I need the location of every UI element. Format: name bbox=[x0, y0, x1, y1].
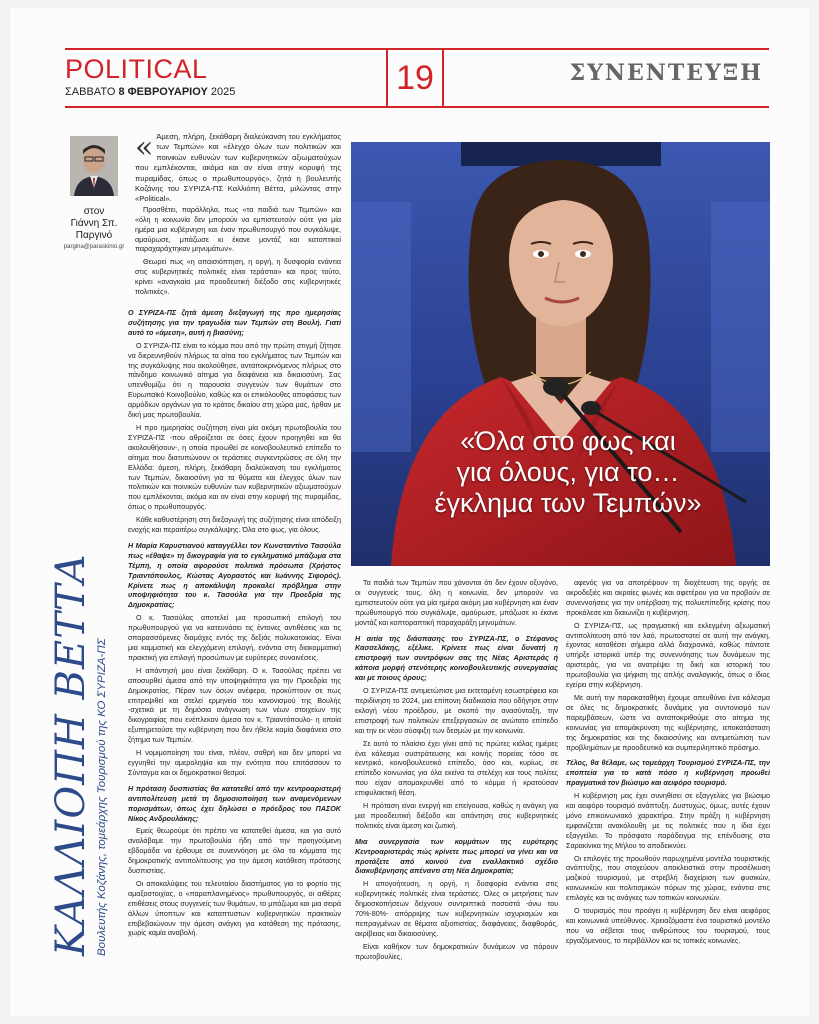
interviewee-title: Βουλευτής Κοζάνης, τομεάρχης Τουρισμού της ΚΟ ΣΥΡΙΖΑ-ΠΣ bbox=[96, 638, 108, 956]
paragraph: Σε αυτό το πλαίσιο έχει γίνει από τις πρώτες κιόλας ημέρες ένα κάλεσμα συστράτευσης και κοινής πορείας τόσο σε κεντρικό, κοινοβουλευτικό επίπεδο, όσο και, κυρίως, σε επίπεδο κοινωνίας για όλα εκείνα τα στελέχη και τους πολίτες που είχαν απομακρυνθεί από το κόμμα ή κρατούσαν επιφυλακτική θέση. bbox=[355, 738, 558, 798]
article-column-1-top bbox=[135, 132, 341, 300]
paragraph: Κάθε καθυστέρηση στη διεξαγωγή της συζήτησης είναι απόδειξη ενοχής και περαιτέρω συγκάλυψης. Όλα στο φως, για όλους. bbox=[128, 515, 341, 535]
paragraph: Ο ΣΥΡΙΖΑ-ΠΣ είναι το κόμμα που από την πρώτη στιγμή ζήτησε να διερευνηθούν πλήρως τα αίτια του εγκλήματος των Τεμπών και της συγκάλυψης που ακολούθησε, ανταποκρινόμενος πλήρως στο πάνδημο κοινωνικό αίτημα για διαφάνεια και δικαιοσύνη. Σας υπενθυμίζω ότι η παρουσία συγγενών των θυμάτων στο Ευρωπαϊκό Κοινοβούλιο, καθώς και οι επικόλουθες αποφάσεις των αρμόδιων οργάνων για το κράτος δικαίου στη χώρα μας, ήρθαν με δική μας πρωτοβουλία. bbox=[128, 340, 341, 420]
paragraph: Η απογοήτευση, η οργή, η δυσφορία ενάντια στις κυβερνητικές πολιτικές είναι τεράστιες. Όλες οι μετρήσεις των δημοσκοπήσεων δείχνουν συντριπτικά ποσοστά -άνω του 70%-80%- απόρριψης των κυβερνητικών ισχυρισμών και πεπραγμένων σε θέματα αξιοπιστίας, διαφάνειας, διαφθοράς, ακρίβειας και δικαιοσύνης. bbox=[355, 879, 558, 938]
interview-question: Τέλος, θα θέλαμε, ως τομεάρχη Τουρισμού ΣΥΡΙΖΑ-ΠΣ, την εποπτεία για το κατά πόσο η κυβέρνηση προωθεί πραγματικά τον βιώσιμο και αειφόρο τουρισμό. bbox=[566, 758, 770, 788]
paragraph: Ο ΣΥΡΙΖΑ-ΠΣ, ως πραγματική και εκλεγμένη αξιωματική αντιπολίτευση από τον λαό, πρωτοστατεί σε αυτή την ανάγκη, έχοντας καταθέσει σήμερα αλλά διαχρονικά, καθώς πάντοτε υπήρξε ιστορικά υπέρ της συνεννόησης των δυνάμεων της αριστεράς, για να ανατρέψει τη δική και ιστορική του πρωτοβουλία για ψήφιση της απλής αναλογικής, όπως ο ίδιος εγείρει στην κυβέρνηση. bbox=[566, 620, 770, 690]
date-year: 2025 bbox=[210, 86, 236, 98]
section-title: ΣΥΝΕΝΤΕΥΞΗ bbox=[569, 60, 763, 86]
article-headline bbox=[378, 426, 758, 519]
paragraph: Ο κ. Τασούλας αποτελεί μια προσωπική επιλογή του πρωθυπουργού για να κατευνάσει τις έντονες αντιθέσεις και τις σπαρασσόμενες διαμάχες εντός της δεξιάς πολυκατοικίας. Είναι μια καμματική και ελεγχόμενη επιλογή, ενάντια στη διακομματική πρακτική για επιλογή προσώπων με ευρύτερες συναινέσεις. bbox=[128, 613, 341, 662]
paragraph: Η κυβέρνηση μας έχει συνηθίσει σε εξαγγελίες για βιώσιμο και αειφόρο τουρισμό ανάπτυξη. Δυστυχώς, όμως, αυτές έχουν μόνο επικοινωνιακό χαρακτήρα. Στην πράξη η κυβέρνηση εμφανίζεται ανακόλουθη με τις πολιτικές που η ίδια έχει εξαγγείλει. Το πρόσφατο παράδειγμα της επένδυσης στα Σαρακίνικα της Μήλου το αποδεικνύει. bbox=[566, 791, 770, 850]
author-byline bbox=[62, 206, 126, 242]
date-day: ΣΑΒΒΑΤΟ bbox=[65, 86, 116, 98]
paragraph: Οι αποκαλύψεις του τελευταίου διαστήματος για το φορτίο της αμαξοστοιχίας, ο «παραπλανημένος» πρωθυπουργός, οι αιθέρες επιθέσεις στους συγγενείς των θυμάτων, το μπάζωμα και μια σειρά άλλων ύποπτων και καταπτυστων κυβερνητικών πρακτικών επιβεβαιώνουν την άμεση ανάγκη για κατάθεση της πρότασης, χωρίς καμία αναβολή. bbox=[128, 878, 341, 938]
paragraph: Εμείς θεωρούμε ότι πρέπει να κατατεθεί άμεσα, και για αυτό αναλάβαμε την πρωτοβουλία ήδη από την προηγούμενη εβδομάδα να έρθουμε σε συνεννόηση με όλα τα κόμματα της δημοκρατικής αντιπολίτευσης για την άμεση κατάθεση πρότασης δυσπιστίας. bbox=[128, 826, 341, 876]
interview-question: Η πρόταση δυσπιστίας θα κατατεθεί από την κεντροαριστερή αντιπολίτευση μετά τη δημοσιοποίηση των αναμενόμενων πορισμάτων, όπως έχει δηλώσει ο πρόεδρος του ΠΑΣΟΚ Νίκος Ανδρουλάκης; bbox=[128, 783, 341, 823]
paragraph: αφενός για να αποτρέψουν τη διοχέτευση της οργής σε ακροδεξιές και ακραίες φωνές και αφετέρου για να προβούν σε συνεννοήσεις για την υπέρβαση της πολυεπίπεδης κρίσης που προκάλεσε και διαιωνίζει η κυβέρνηση. bbox=[566, 578, 770, 617]
paragraph: Η προ ημερησίας συζήτηση είναι μία ακόμη πρωτοβουλία του ΣΥΡΙΖΑ-ΠΣ -που αθροίζεται σε όσες έχουν προηγηθεί και θα ακολουθήσουν-, η οποία προωθεί σε κοινοβουλευτικό επίπεδο το αίτημα που διατυπώνουν οι τεράστιες συγκεντρώσεις σε όλη την Ελλάδα: άμεση, πλήρη, ξεκάθαρη διαλεύκανση του εγκλήματος των Τεμπών, δικαιοσύνη για τα θύματα και έλεγχος όλων των πολιτικών και ποινικών ευθυνών των κυβερνητικών αξιωματούχων που εμπλέκονται, ακόμα και αν είναι στην κορυφή της πυραμίδας, όπως ο πρωθυπουργός. bbox=[128, 422, 341, 512]
paragraph: Η πρόταση είναι ενεργή και επείγουσα, καθώς η ανάγκη για μια προοδευτική διέξοδο και απάντηση στις κυβερνητικές πολιτικές είναι άμεση και ζωτική. bbox=[355, 801, 558, 830]
article-column-2 bbox=[355, 578, 558, 962]
paragraph: Η απάντησή μου είναι ξεκάθαρη. Ο κ. Τασούλας πρέπει να αποσυρθεί άμεσα από την υποψηφιότητα για την Προεδρία της Δημοκρατίας. Πέραν των όσων ανέφερα, προκύπτουν σε πως επιτρεψιθεί και στελεί ερμηνεία του κανονισμού της Βουλής -σχετικά με τη δημόσια ανάγνωση των νέων στοιχείων της δικογραφίας που ενέπλεκαν άμεσα τον κ. Τριαντόπουλο- η οποία εξυπηρετούσε την κυβέρνηση που δεν ήθελε καμία διαφάνεια στο ζήτημα των Τεμπών. bbox=[128, 665, 341, 745]
header-rule-bottom bbox=[65, 106, 769, 108]
author-photo bbox=[70, 136, 118, 196]
article-column-3 bbox=[566, 578, 770, 962]
paragraph: Τα παιδιά των Τεμπών που χάνονται ότι δεν έχουν οξυγόνο, οι συγγενείς τους, όλη η κοινωνία, δεν μπορούν να εμπιστευτούν ούτε για μία ημέρα ακόμη μια κυβέρνηση και έναν πρωθυπουργό που συγκάλυψε, αμαύρωσε, μπάζωσε κι έκανε μοντάζ και κοπτοραπτική παραχαράξη μηνυμάτων. bbox=[355, 578, 558, 627]
interview-question: Μια συνεργασία των κομμάτων της ευρύτερης Κεντροαριστεράς πώς κρίνετε πως μπορεί να γίνει και να προτάξετε από κοινού ένα εναλλακτικό σχέδιο διακυβέρνησης απέναντι στη Νέα Δημοκρατία; bbox=[355, 836, 558, 876]
publication-section: POLITICAL bbox=[65, 54, 208, 84]
issue-date bbox=[65, 86, 235, 98]
drop-quote: « bbox=[135, 132, 154, 165]
byline-lastname: Παργινό bbox=[75, 230, 113, 241]
interviewee-name-vertical bbox=[48, 554, 108, 956]
paragraph: Θεωρεί πως «η απαισιόπτηση, η οργή, η δυσφορία ενάντια στις κυβερνητικές πολιτικές είναι τεράστια» και προς τούτο, κρίνει «αναγκαία μια προοδευτική διέξοδο στις κυβερνητικές πολιτικές». bbox=[135, 257, 341, 297]
paragraph: Είναι καθήκον των δημοκρατικών δυνάμεων να πάρουν πρωτοβουλίες, bbox=[355, 941, 558, 961]
page-header bbox=[10, 8, 809, 108]
author-email: pargina@paraskinio.gr bbox=[63, 244, 125, 250]
paragraph: Προσθέτει, παράλληλα, πως «τα παιδιά των Τεμπών» και «όλη η κοινωνία δεν μπορούν να εμπιστευτούν ούτε για μία ημέρα μια κυβέρνηση και έναν πρωθυπουργό που συγκάλυψε, αμαύρωσε, μπάζωσε κι έκανε μοντάζ και κατοπτικοί παραχαράχτηκαν μηνυμάτων». bbox=[135, 204, 341, 254]
page-number: 19 bbox=[386, 50, 444, 106]
date-bold: 8 ΦΕΒΡΟΥΑΡΙΟΥ bbox=[118, 86, 208, 98]
headline-line-1: «Όλα στο φως και bbox=[460, 426, 676, 456]
article-intro bbox=[135, 132, 341, 205]
interviewee-name: ΚΑΛΛΙΟΠΗ ΒΕΤΤΑ bbox=[48, 553, 94, 956]
byline-prefix: στον bbox=[83, 206, 105, 217]
intro-text: Άμεση, πλήρη, ξεκάθαρη διαλεύκανση του εγκλήματος των Τεμπών» και «έλεγχο όλων των πολιτικών και ποινικών ευθυνών των κυβερνητικών αξιωματούχων που εμπλέκονται, ακόμα και αν είναι στην κορυφή της πυραμίδας, όπως ο πρωθυπουργός», ζητά η βουλευτής Κοζάνης του ΣΥΡΙΖΑ-ΠΣ Καλλιόπη Βέττα, μιλώντας στην «Political». bbox=[135, 132, 341, 204]
headline-line-2: για όλους, για το… bbox=[456, 457, 680, 487]
article-column-1 bbox=[128, 302, 341, 962]
headline-line-3: έγκλημα των Τεμπών» bbox=[434, 488, 702, 518]
interview-question: Ο ΣΥΡΙΖΑ-ΠΣ ζητά άμεση διεξαγωγή της προ ημερησίας συζήτησης για την τραγωδία των Τεμπών στη Βουλή. Γιατί αυτό το «άμεση», αυτή η βιασύνη; bbox=[128, 308, 341, 337]
paragraph: Ο τουρισμός που προάγει η κυβέρνηση δεν είναι αειφόρος και κοινωνικά υπεύθυνος. Χρειαζόμαστε ένα τουριστικό μοντέλο που να σέβεται τους ανθρώπους του τουρισμού, τους εργαζόμενους, το περιβάλλον και τις τοπικές κοινωνίες. bbox=[566, 906, 770, 945]
interview-question: Η Μαρία Καρυστιανού καταγγέλλει τον Κωνσταντίνο Τασούλα πως «έθαψε» τη δικογραφία για το εγκληματικό μπάζωμα στα Τέμπη, η οποία αφορούσε πολιτικά πρόσωπα (Χρήστος Τριαντόπουλος, Κώστας Αγοραστός και Ιωάννης Σιφορός). Κρίνετε πως η αποκάλυψη προκαλεί πρόβλημα στην υποψηφιότητα του κ. Τασούλα για την Προεδρία της Δημοκρατίας; bbox=[128, 540, 341, 610]
paragraph: Ο ΣΥΡΙΖΑ-ΠΣ αντιμετώπισε μια εκτεταμένη εσωστρέφεια και περιδίνηση το 2024, μια επίπονη διαδικασία που οδήγησε στην εκλογή νέου προέδρου, με σκοπό την ανασύνταξη, την επιστροφή των πολιτικών επεξεργασιών σε ανώτατο επίπεδο και την εκ νέου σύσφιξη των δεσμών με την κοινωνία. bbox=[355, 686, 558, 735]
paragraph: Οι επιλογές της προωθούν παρωχημένα μοντέλα τουριστικής ανάπτυξης, που στοχεύουν αποκλειστικά στην προσέλκυση μαζικού τουρισμού, με στρεβλή διαχείριση των φυσικών, κοινωνικών και πολιτισμικών πόρων της χώρας, ενάντια στις επιλογές και τις ανάγκες των τοπικών κοινωνιών. bbox=[566, 853, 770, 903]
paragraph: Η νομιμοποίηση του είναι, πλέον, σαθρή και δεν μπορεί να εγγυηθεί την αμεροληψία και την ενότητα που επιτάσσουν το Σύνταγμα και οι δημοκρατικοί θεσμοί. bbox=[128, 748, 341, 777]
paragraph: Με αυτή την παρακαταθήκη έχουμε απευθύνει ένα κάλεσμα σε όλες τις δημοκρατικές δυνάμεις για συντονισμό των παρεμβάσεων, ώστε να ανταποκριθούμε στο αίτημα της κοινωνίας για απομάκρυνση της κυβέρνησης, αποκατάσταση της δημοκρατίας και της δικαιοσύνης και αντιμετώπιση των προβλημάτων με προοδευτικό και συμπεριληπτικό πρόσημο. bbox=[566, 692, 770, 752]
newspaper-page bbox=[10, 8, 809, 1016]
interview-question: Η αιτία της διάσπασης του ΣΥΡΙΖΑ-ΠΣ, ο Στέφανος Κασσελάκης, εξέλικε. Κρίνετε πως είναι δυνατή η επιστροφή των συντρόφων σας της Νέας Αριστεράς ή κάποια μορφή στενότερης κοινοβουλευτικής συνεργασίας και με ποιους όρους; bbox=[355, 633, 558, 683]
byline-firstname: Γιάννη Σπ. bbox=[70, 218, 118, 229]
